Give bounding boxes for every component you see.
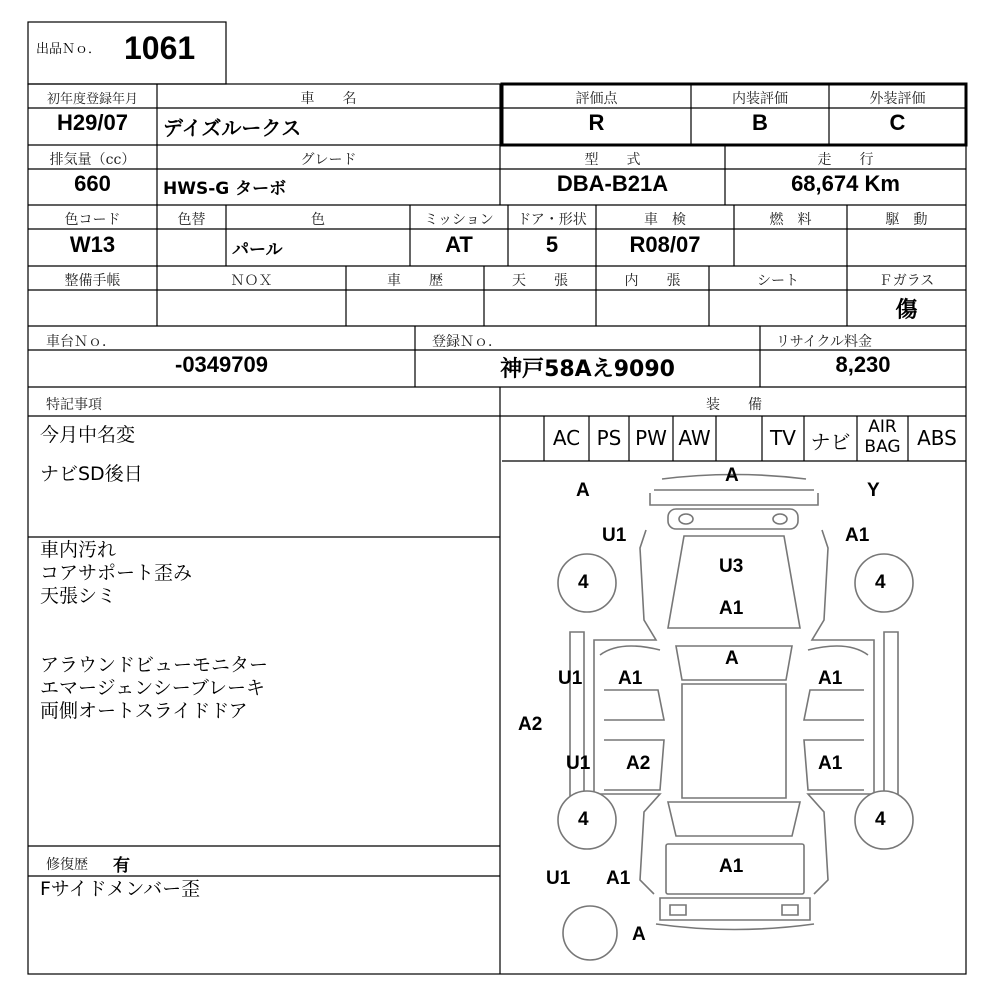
damage-mark: A1 <box>845 525 870 546</box>
equipment-pw: PW <box>635 426 667 450</box>
car-name-label: 車 名 <box>300 91 357 107</box>
damage-mark: A2 <box>626 753 651 774</box>
inspection-label: 車 検 <box>644 212 686 228</box>
exterior-value: C <box>889 110 906 135</box>
note-line: アラウンドビューモニター <box>40 654 269 676</box>
color-code-label: 色コード <box>64 212 121 228</box>
fglass-value: 傷 <box>895 298 918 323</box>
damage-mark: Y <box>867 480 880 501</box>
lot-label: 出品Ｎｏ． <box>36 42 102 57</box>
tire-rear-right: 4 <box>875 809 886 830</box>
damage-mark: A1 <box>618 668 643 689</box>
damage-mark: A <box>576 480 590 501</box>
service-book-label: 整備手帳 <box>64 273 121 289</box>
lot-number: 1061 <box>124 30 196 66</box>
interior-trim-label: 内 張 <box>624 273 681 289</box>
color-label: 色 <box>311 212 325 228</box>
color-value: パール <box>232 240 283 260</box>
tire-front-right: 4 <box>875 572 886 593</box>
repair-note: Fサイドメンバー歪 <box>40 878 201 900</box>
repair-label: 修復歴 <box>46 857 88 873</box>
note-line: 天張シミ <box>40 585 117 607</box>
notes-label: 特記事項 <box>46 397 102 413</box>
color-code-value: W13 <box>69 232 116 257</box>
equipment-ac: AC <box>552 426 581 450</box>
damage-mark: U1 <box>602 525 627 546</box>
note-line: ナビSD後日 <box>40 463 143 485</box>
exterior-label: 外装評価 <box>869 91 926 107</box>
drive-label: 駆 動 <box>885 212 928 228</box>
door-label: ドア・形状 <box>517 212 587 228</box>
grade-label: グレード <box>300 152 357 168</box>
tire-rear-left: 4 <box>578 809 589 830</box>
repaint-label: 色替 <box>177 212 206 228</box>
damage-mark: A1 <box>818 668 843 689</box>
damage-mark: U1 <box>546 868 571 889</box>
mission-label: ミッション <box>424 212 494 228</box>
fglass-label: Ｆガラス <box>878 273 935 289</box>
score-value: R <box>588 110 605 135</box>
displacement-value: 660 <box>74 171 111 196</box>
note-line: 車内汚れ <box>40 539 117 561</box>
mission-value: AT <box>445 232 473 257</box>
inspection-value: R08/07 <box>629 232 701 257</box>
equipment-label: 装 備 <box>706 397 762 413</box>
model-label: 型 式 <box>584 152 641 168</box>
damage-mark: A1 <box>719 598 744 619</box>
equipment-aw: AW <box>678 426 711 450</box>
first-reg-value: H29/07 <box>57 110 128 135</box>
damage-mark: U3 <box>719 556 744 577</box>
equipment-navi: ナビ <box>810 430 851 454</box>
chassis-value: -0349709 <box>175 352 268 377</box>
door-value: 5 <box>545 232 559 257</box>
first-reg-label: 初年度登録年月 <box>46 92 138 107</box>
interior-value: B <box>752 110 768 135</box>
fuel-label: 燃 料 <box>769 212 812 228</box>
displacement-label: 排気量（cc） <box>49 152 136 168</box>
model-value: DBA-B21A <box>556 171 669 196</box>
damage-mark: A1 <box>606 868 631 889</box>
repair-value: 有 <box>113 856 130 876</box>
damage-mark: A1 <box>818 753 843 774</box>
history-label: 車 歴 <box>387 273 443 289</box>
tire-front-left: 4 <box>578 572 589 593</box>
note-line: 両側オートスライドドア <box>40 700 248 722</box>
mileage-label: 走 行 <box>817 152 874 168</box>
mileage-value: 68,674 Km <box>791 171 900 196</box>
damage-mark: A <box>632 924 646 945</box>
interior-label: 内装評価 <box>732 91 788 107</box>
roof-label: 天 張 <box>512 273 568 289</box>
reg-label: 登録Ｎｏ． <box>432 334 502 350</box>
grade-value: HWS-G ターボ <box>163 179 287 199</box>
recycle-value: 8,230 <box>835 352 891 377</box>
car-diagram <box>502 461 966 974</box>
equipment-airbag: AIR BAG <box>864 417 901 457</box>
chassis-label: 車台Ｎｏ． <box>46 334 116 350</box>
nox-label: ＮＯＸ <box>230 273 273 289</box>
damage-mark: U1 <box>566 753 591 774</box>
note-line: 今月中名変 <box>40 424 136 446</box>
note-line: エマージェンシーブレーキ <box>40 677 266 699</box>
damage-mark: U1 <box>558 668 583 689</box>
score-label: 評価点 <box>575 91 618 107</box>
damage-mark: A2 <box>518 714 543 735</box>
equipment-tv: TV <box>770 426 796 450</box>
damage-mark: A <box>725 648 739 669</box>
equipment-abs: ABS <box>917 426 957 450</box>
reg-value: 神戸58Aえ9090 <box>500 357 675 382</box>
recycle-label: リサイクル料金 <box>776 334 873 350</box>
damage-mark: A <box>725 465 739 486</box>
seat-label: シート <box>757 273 799 289</box>
damage-mark: A1 <box>719 856 744 877</box>
car-name-value: デイズルークス <box>163 116 302 140</box>
note-line: コアサポート歪み <box>40 562 193 584</box>
equipment-ps: PS <box>596 426 622 450</box>
